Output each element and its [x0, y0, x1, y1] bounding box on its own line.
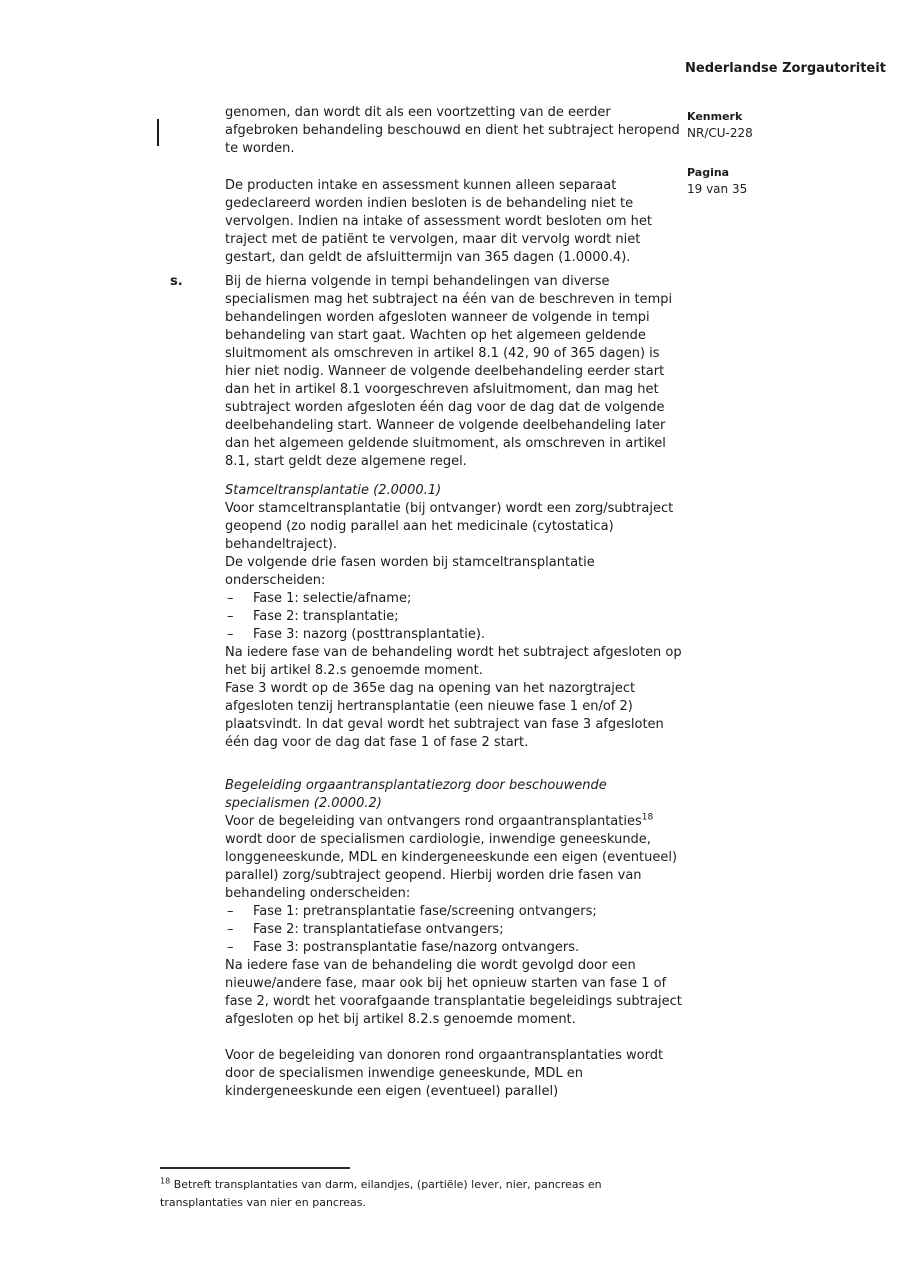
paragraph-stamcel-fases-intro: De volgende drie fasen worden bij stamceltransplantatie onderscheiden: — [225, 555, 595, 588]
dash-bullet: – — [227, 904, 234, 919]
intro-text-before-footnote-ref: Voor de begeleiding van ontvangers rond orgaantransplantaties — [225, 814, 642, 829]
footnote-18 — [160, 1176, 685, 1212]
list-item-fase-3 — [225, 626, 685, 644]
paragraph-intake-assessment: De producten intake en assessment kunnen alleen separaat gedeclareerd worden indien besloten is de behandeling niet te vervolgen. Indien na intake of assessment wordt besloten om het traject met de patiënt te vervolgen, maar dit vervolg wordt niet gestart, dan geldt de afsluittermijn van 365 dagen (1.0000.4). — [225, 178, 652, 265]
paragraph-begeleiding-after: Na iedere fase van de behandeling die wordt gevolgd door een nieuwe/andere fase, maar ook bij het opnieuw starten van fase 1 of fase 2, wordt het voorafgaande transplantatie begeleidings subtraject afgesloten op het bij artikel 8.2.s genoemde moment. — [225, 958, 682, 1027]
dash-bullet: – — [227, 609, 234, 624]
lettered-item-s — [170, 273, 685, 471]
paragraph-stamcel-after-1: Na iedere fase van de behandeling wordt het subtraject afgesloten op het bij artikel 8.2.s genoemde moment. — [225, 645, 682, 678]
dash-bullet: – — [227, 940, 234, 955]
paragraph-item-s: Bij de hierna volgende in tempi behandelingen van diverse specialismen mag het subtraject na één van de beschreven in tempi behandelingen worden afgesloten wanneer de volgende in tempi behandeling van start gaat. Wachten op het algemeen geldende sluitmoment als omschreven in artikel 8.1 (42, 90 of 365 dagen) is hier niet nodig. Wanneer de volgende deelbehandeling eerder start dan het in artikel 8.1 voorgeschreven afsluitmoment, dan mag het subtraject worden afgesloten één dag voor de dag dat de volgende deelbehandeling start. Wanneer de volgende deelbehandeling later dan het algemeen geldende sluitmoment, als omschreven in artikel 8.1, start geldt deze algemene regel. — [225, 274, 673, 469]
section-heading-stamcel: Stamceltransplantatie (2.0000.1) — [225, 483, 442, 498]
footnote-number: 18 — [160, 1176, 171, 1186]
document-meta — [687, 110, 857, 196]
kenmerk-block — [687, 110, 857, 140]
list-item-fase-2 — [225, 608, 685, 626]
footnote-area — [160, 1167, 685, 1212]
footnote-reference-18: 18 — [641, 812, 654, 823]
list-item-fase-2 — [225, 921, 685, 939]
kenmerk-label: Kenmerk — [687, 110, 743, 123]
list-item-fase-1 — [225, 903, 685, 921]
pagina-label: Pagina — [687, 166, 730, 179]
list-item-label: Fase 3: postransplantatie fase/nazorg ontvangers. — [253, 940, 580, 955]
footnote-text: Betreft transplantaties van darm, eilandjes, (partiële) lever, nier, pancreas en transplantaties van nier en pancreas. — [160, 1178, 602, 1209]
pagina-value: 19 van 35 — [687, 182, 748, 196]
list-item-fase-1 — [225, 590, 685, 608]
list-item-label: Fase 1: pretransplantatie fase/screening ontvangers; — [253, 904, 597, 919]
paragraph-continuation: genomen, dan wordt dit als een voortzetting van de eerder afgebroken behandeling beschouwd en dient het subtraject heropend te worden. — [225, 105, 680, 156]
list-item-label: Fase 2: transplantatie; — [253, 609, 399, 624]
list-item-label: Fase 2: transplantatiefase ontvangers; — [253, 922, 504, 937]
dash-bullet: – — [227, 922, 234, 937]
dash-bullet: – — [227, 591, 234, 606]
paragraph-begeleiding-intro — [225, 813, 685, 903]
change-bar — [157, 119, 159, 146]
paragraph-donoren: Voor de begeleiding van donoren rond orgaantransplantaties wordt door de specialismen inwendige geneeskunde, MDL en kindergeneeskunde een eigen (eventueel) parallel) — [225, 1048, 664, 1099]
list-item-label: Fase 1: selectie/afname; — [253, 591, 412, 606]
section-begeleiding-orgaantransplantatie — [225, 777, 685, 1029]
list-item-fase-3 — [225, 939, 685, 957]
intro-text-after-footnote-ref: wordt door de specialismen cardiologie, inwendige geneeskunde, longgeneeskunde, MDL en kindergeneeskunde een eigen (eventueel) parallel) zorg/subtraject geopend. Hierbij worden drie fasen van behandeling onderscheiden: — [225, 832, 678, 901]
section-heading-begeleiding: Begeleiding orgaantransplantatiezorg door beschouwende specialismen (2.0000.2) — [225, 778, 607, 811]
document-body — [170, 104, 685, 1101]
dash-bullet: – — [227, 627, 234, 642]
footnote-rule — [160, 1167, 350, 1169]
item-letter: s. — [170, 274, 183, 289]
org-name: Nederlandse Zorgautoriteit — [685, 61, 886, 76]
paragraph-stamcel-intro: Voor stamceltransplantatie (bij ontvanger) wordt een zorg/subtraject geopend (zo nodig parallel aan het medicinale (cytostatica) behandeltraject). — [225, 501, 674, 552]
paragraph-stamcel-after-2: Fase 3 wordt op de 365e dag na opening van het nazorgtraject afgesloten tenzij hertransplantatie (een nieuwe fase 1 en/of 2) plaatsvindt. In dat geval wordt het subtraject van fase 3 afgesloten één dag voor de dag dat fase 1 of fase 2 start. — [225, 681, 664, 750]
section-stamceltransplantatie — [225, 482, 685, 752]
list-item-label: Fase 3: nazorg (posttransplantatie). — [253, 627, 486, 642]
pagina-block — [687, 166, 857, 196]
kenmerk-value: NR/CU-228 — [687, 126, 753, 140]
